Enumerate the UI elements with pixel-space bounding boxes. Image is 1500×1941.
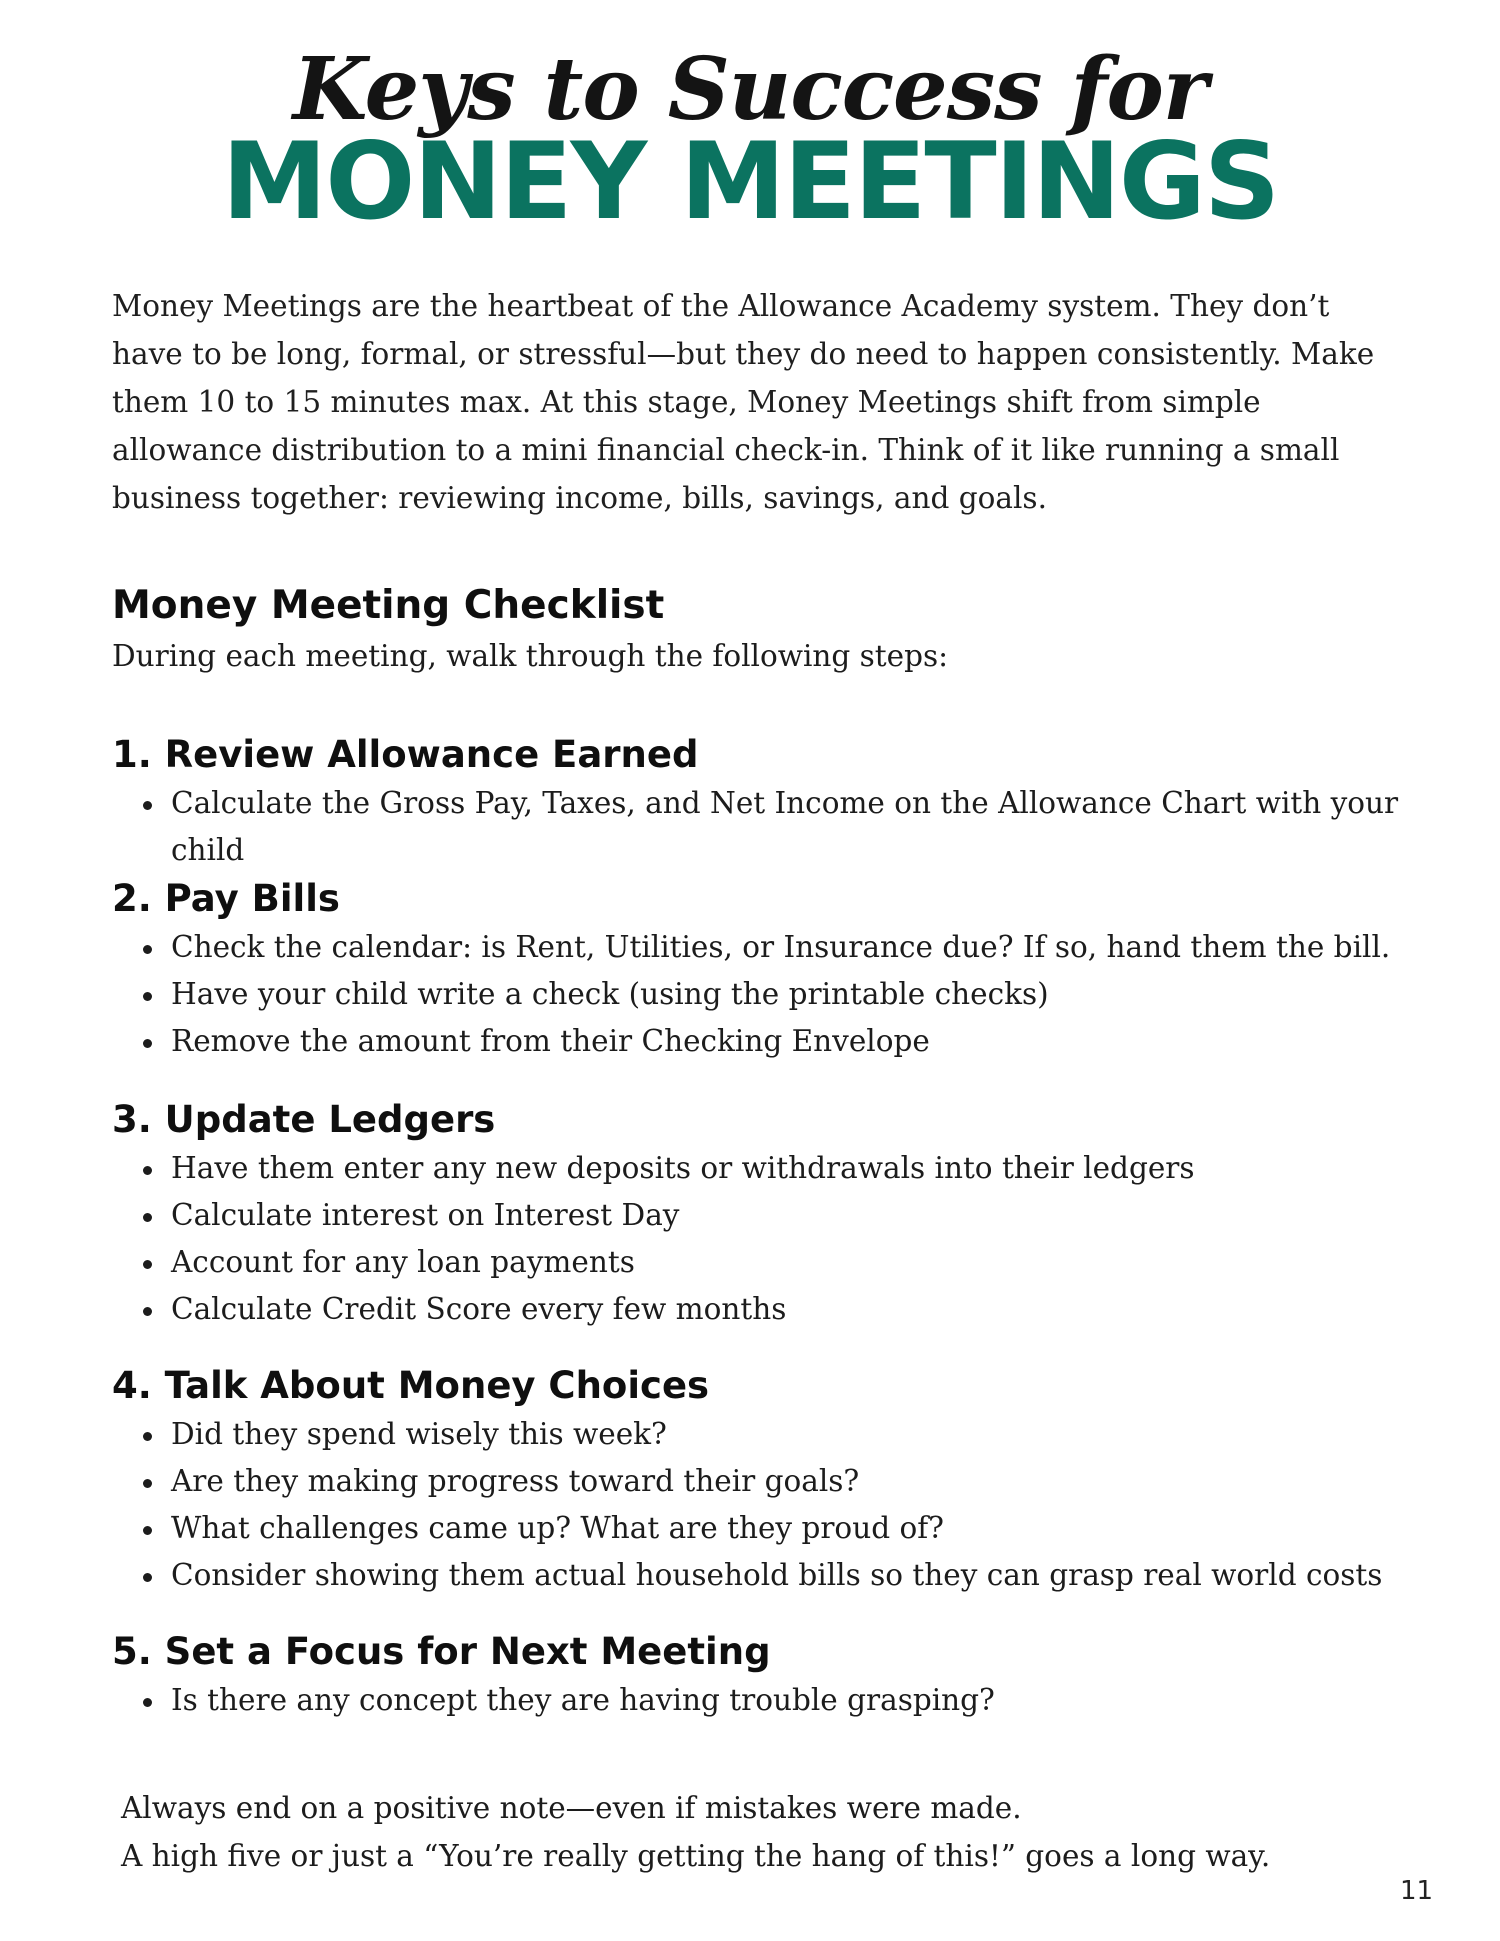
section-heading: 1. Review Allowance Earned: [112, 733, 699, 776]
bullet-list: [112, 1145, 1402, 1333]
section-review-allowance: [112, 732, 1402, 874]
list-item: Have your child write a check (using the printable checks): [171, 971, 1402, 1018]
list-item: Did they spend wisely this week?: [171, 1411, 1402, 1458]
list-item: Account for any loan payments: [171, 1239, 1402, 1286]
section-heading: 2. Pay Bills: [112, 877, 340, 920]
bullet-list: [112, 1677, 1402, 1724]
list-item: Calculate interest on Interest Day: [171, 1192, 1402, 1239]
closing-line-2: A high five or just a “You’re really getting the hang of this!” goes a long way.: [121, 1839, 1271, 1873]
bullet-list: [112, 1411, 1402, 1599]
list-item: Consider showing them actual household bills so they can grasp real world costs: [171, 1552, 1402, 1599]
list-item: Calculate the Gross Pay, Taxes, and Net Income on the Allowance Chart with your child: [171, 780, 1402, 874]
section-pay-bills: [112, 876, 1402, 1065]
list-item: Is there any concept they are having trouble grasping?: [171, 1677, 1402, 1724]
bullet-list: [112, 780, 1402, 874]
list-item: Remove the amount from their Checking Envelope: [171, 1018, 1402, 1065]
page-header: [0, 39, 1500, 243]
section-heading: 5. Set a Focus for Next Meeting: [112, 1630, 771, 1673]
closing-line-1: Always end on a positive note—even if mistakes were made.: [121, 1791, 1022, 1825]
intro-paragraph: Money Meetings are the heartbeat of the Allowance Academy system. They don’t have to be long, formal, or stressful—but they do need to happen consistently. Make them 10 to 15 minutes max. At this stage, Money Meetings shift from simple allowance distribution to a mini financial check-in. Think of it like running a small business together: reviewing income, bills, savings, and goals.: [112, 289, 1375, 515]
list-item: Have them enter any new deposits or withdrawals into their ledgers: [171, 1145, 1402, 1192]
bullet-list: [112, 924, 1402, 1065]
main-title: MONEY MEETINGS: [221, 120, 1279, 243]
list-item: Are they making progress toward their goals?: [171, 1458, 1402, 1505]
checklist-intro: During each meeting, walk through the following steps:: [112, 639, 949, 673]
checklist-title: Money Meeting Checklist: [112, 583, 665, 628]
page-number: 11: [1400, 1876, 1434, 1906]
section-heading: 3. Update Ledgers: [112, 1098, 496, 1141]
section-money-choices: [112, 1363, 1402, 1599]
list-item: Check the calendar: is Rent, Utilities, or Insurance due? If so, hand them the bill.: [171, 924, 1402, 971]
closing-note: [121, 1784, 1411, 1880]
script-title: Keys to Success for: [292, 39, 1208, 140]
section-update-ledgers: [112, 1097, 1402, 1333]
list-item: What challenges came up? What are they proud of?: [171, 1505, 1402, 1552]
section-heading: 4. Talk About Money Choices: [112, 1364, 710, 1407]
section-next-focus: [112, 1629, 1402, 1724]
list-item: Calculate Credit Score every few months: [171, 1286, 1402, 1333]
main-content: [112, 282, 1402, 1724]
